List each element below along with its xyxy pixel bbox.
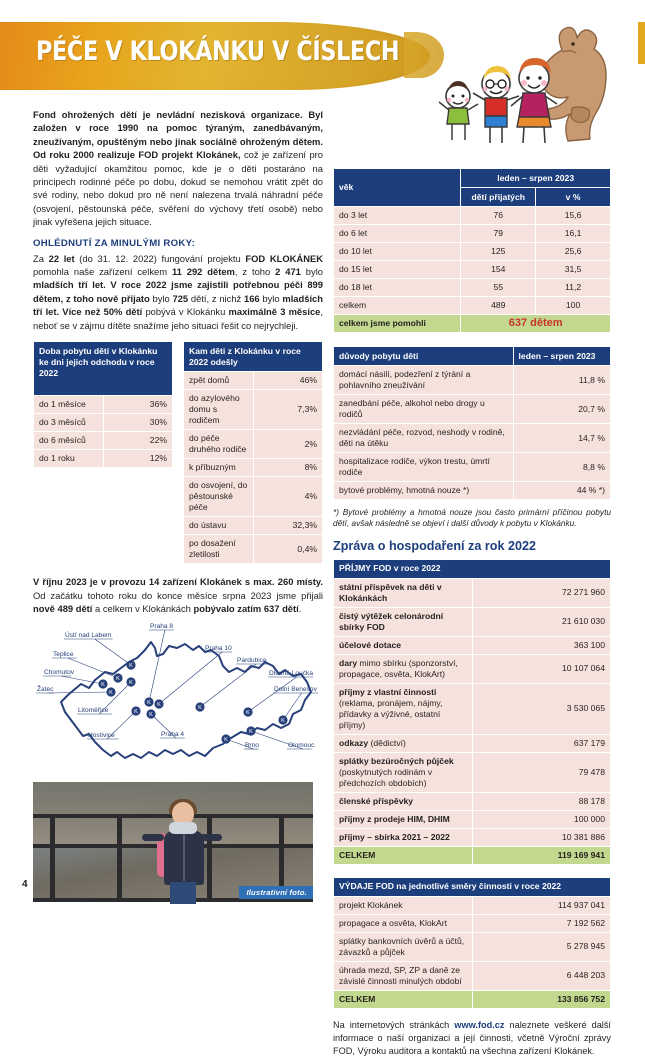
map-pin-glyph: K [116, 676, 120, 683]
table-vydaje-header: VÝDAJE FOD na jednotlivé směry činnosti v roce 2022 [334, 877, 611, 896]
map-label: Brno [245, 742, 259, 750]
doba-pobytu-cell-label: do 1 roku [34, 450, 104, 468]
kangaroo-icon [542, 27, 606, 141]
doba-pobytu-cell-value: 22% [103, 432, 173, 450]
table-row [334, 297, 611, 315]
table-row [184, 390, 323, 430]
table-row [334, 654, 611, 683]
kam-odesly-cell-value: 0,4% [253, 535, 323, 564]
map-pin-glyph: K [129, 680, 133, 687]
table-duvody-header-period: leden – srpen 2023 [513, 347, 610, 366]
map-leader-line [159, 652, 222, 704]
october-note-text-seg-0: V říjnu 2023 je v provozu 14 zařízení Klokánek s max. 260 místy. [33, 576, 323, 588]
table-row [34, 414, 173, 432]
prijmy-total-label: CELKEM [334, 846, 473, 864]
retrospective-text-seg-5: 11 292 dětem [171, 266, 235, 278]
retrospective-text-seg-8: bylo [300, 266, 324, 278]
map-pin-glyph: K [281, 718, 285, 725]
table-row [184, 517, 323, 535]
kam-odesly-cell-label: k příbuzným [184, 459, 254, 477]
retrospective-text-seg-10: bylo [149, 292, 173, 304]
table-row [184, 535, 323, 564]
table-vydaje-body [334, 896, 611, 1008]
page-number: 4 [22, 879, 28, 890]
kam-odesly-cell-value: 32,3% [253, 517, 323, 535]
vek-cell-label: do 6 let [334, 225, 461, 243]
table-row [334, 395, 611, 424]
table-row [34, 450, 173, 468]
map-leader-line [61, 676, 103, 684]
prijmy-label-bold: dary [339, 657, 358, 668]
map-pin-glyph: K [134, 709, 138, 716]
retrospective-text-seg-2: (do 31. 12. 2022) fungování projektu [74, 252, 246, 264]
table-row [334, 914, 611, 932]
retrospective-paragraph [33, 252, 323, 332]
retrospective-text-seg-6: , z toho [234, 266, 276, 278]
kam-odesly-cell-value: 7,3% [253, 390, 323, 430]
map-label: Teplice [53, 651, 74, 659]
prijmy-cell-value: 79 478 [472, 752, 611, 792]
kangaroo-children-illustration [300, 20, 630, 150]
duvody-cell-label: bytové problémy, hmotná nouze *) [334, 482, 514, 500]
duvody-cell-value: 20,7 % [513, 395, 610, 424]
table-row [334, 636, 611, 654]
map-leader-line [149, 630, 165, 702]
prijmy-cell-value: 21 610 030 [472, 607, 611, 636]
photo-caption: Ilustrativní foto. [239, 886, 313, 899]
vek-cell-label: celkem [334, 297, 461, 315]
duvody-cell-label: domácí násilí, podezření z týrání a pohlavního zneužívání [334, 366, 514, 395]
vek-cell-count: 79 [461, 225, 536, 243]
prijmy-cell-label [334, 578, 473, 607]
table-row [34, 432, 173, 450]
left-column [33, 108, 323, 902]
retrospective-text-seg-3: FOD KLOKÁNEK [245, 252, 323, 264]
kam-odesly-cell-label: do osvojení, do pěstounské péče [184, 477, 254, 517]
retrospective-text-seg-12: dětí, z nichž [188, 292, 244, 304]
table-row [34, 396, 173, 414]
vek-cell-percent: 100 [536, 297, 611, 315]
vydaje-total-label: CELKEM [334, 990, 473, 1008]
vek-cell-percent: 15,6 [536, 207, 611, 225]
table-total-row [334, 990, 611, 1008]
map-leader-line [48, 692, 111, 693]
duvody-footnote: *) Bytové problémy a hmotná nouze jsou často primární příčinou pobytu dětí, avšak následně se objeví i další důvody k pobytu v Klokánku. [333, 507, 611, 529]
table-kam-odesly-body [184, 372, 323, 564]
vydaje-cell-value: 114 937 041 [472, 896, 611, 914]
retrospective-text-seg-1: 22 let [48, 252, 75, 264]
table-kam-odesly-header: Kam děti z Klokánku v roce 2022 odešly [184, 342, 323, 372]
table-row [334, 792, 611, 810]
map-leader-line [95, 639, 131, 665]
intro-rest-part: což je zařízení pro děti vyžadující okamžitou pomoc, kde je o děti postaráno na principech rodinné péče po dobu, dokud se nemohou vrátit zpět do své rodiny, nebo dokud pro ně není nalezena trvalá náhradní péče (osvojení, pěstounská péče, svěření do výchovy třetí osobě) nebo jinak vyřešena jejich situace. [33, 149, 323, 228]
kam-odesly-cell-value: 4% [253, 477, 323, 517]
prijmy-cell-value: 100 000 [472, 810, 611, 828]
table-row [334, 366, 611, 395]
duvody-cell-label: nezvládání péče, rozvod, neshody v rodině, děti na útěku [334, 424, 514, 453]
kam-odesly-cell-label: do péče druhého rodiče [184, 430, 254, 459]
prijmy-label-bold: čistý výtěžek celonárodní sbírky FOD [339, 610, 444, 632]
prijmy-label-bold: příjmy z vlastní činnosti [339, 686, 437, 697]
retrospective-text-seg-4: pomohla naše zařízení celkem [33, 266, 172, 278]
prijmy-cell-label [334, 607, 473, 636]
table-total-row [334, 846, 611, 864]
retrospective-text-seg-17: maximálně 3 měsíce [228, 306, 321, 318]
prijmy-cell-value: 637 179 [472, 734, 611, 752]
retrospective-heading: OHLÉDNUTÍ ZA MINULÝMI ROKY: [33, 237, 196, 249]
map-pin-glyph: K [149, 712, 153, 719]
prijmy-cell-label [334, 734, 473, 752]
map-leader-line [248, 677, 297, 712]
table-row [334, 424, 611, 453]
prijmy-label-bold: příjmy z prodeje HIM, DHIM [339, 813, 450, 824]
doba-pobytu-cell-label: do 3 měsíců [34, 414, 104, 432]
october-note-text-seg-3: a celkem v Klokánkách [92, 602, 194, 614]
closing-paragraph [333, 1019, 611, 1058]
vek-cell-percent: 11,2 [536, 279, 611, 297]
prijmy-label-bold: splátky bezúročných půjček [339, 755, 454, 766]
october-note-text-seg-5: . [298, 602, 302, 614]
prijmy-cell-value: 10 107 064 [472, 654, 611, 683]
table-row [334, 261, 611, 279]
table-header-row [334, 347, 611, 366]
vek-cell-label: do 18 let [334, 279, 461, 297]
map-label: Ústí nad Labem [65, 632, 112, 640]
table-vek-period: leden – srpen 2023 [461, 169, 611, 188]
table-row [334, 810, 611, 828]
vek-cell-count: 125 [461, 243, 536, 261]
child-girl-green-icon [439, 81, 478, 140]
vek-cell-label: do 3 let [334, 207, 461, 225]
table-doba-pobytu-header: Doba pobytu dětí v Klokánku ke dni jejich odchodu v roce 2022 [34, 342, 173, 396]
prijmy-label-bold: příjmy – sbírka 2021 – 2022 [339, 831, 450, 842]
table-row [184, 372, 323, 390]
intro-bold-part: Fond ohrožených dětí je nevládní nezisková organizace. Byl založen v roce 1990 na pomoc týraným, zanedbávaným, zneužívaným, opuštěným nebo jinak sociálně ohroženým dětem. Od roku 2000 realizuje FOD projekt Klokánek, [33, 109, 323, 161]
table-row [334, 243, 611, 261]
closing-before: Na internetových stránkách [333, 1019, 455, 1030]
table-row [334, 683, 611, 734]
vek-cell-count: 76 [461, 207, 536, 225]
map-pin-glyph: K [147, 700, 151, 707]
table-prijmy [333, 559, 611, 865]
map-label: Žatec [37, 686, 54, 694]
vek-cell-label: do 15 let [334, 261, 461, 279]
table-duvody [333, 346, 611, 500]
prijmy-label-rest: (poskytnutých rodinám v předchozích obdobích) [339, 766, 433, 788]
finance-section-title: Zpráva o hospodaření za rok 2022 [333, 538, 536, 553]
vek-cell-percent: 31,5 [536, 261, 611, 279]
illustrative-photo [33, 782, 313, 902]
kam-odesly-cell-label: do ústavu [184, 517, 254, 535]
table-vek [333, 168, 611, 333]
table-header-row [334, 877, 611, 896]
kam-odesly-cell-value: 46% [253, 372, 323, 390]
table-row [334, 734, 611, 752]
table-header-row [184, 342, 323, 372]
vydaje-cell-label: splátky bankovních úvěrů a účtů, závazků a půjček [334, 932, 473, 961]
child-girl-pink-icon [511, 58, 557, 143]
table-doba-pobytu-body [34, 396, 173, 468]
closing-after: naleznete veškeré další informace o naší organizaci a její činnosti, včetně Výroční zprávy FOD, Výroku auditora a kontaktů na všechna zařízení Klokánek. [333, 1019, 611, 1056]
table-vek-col-label: věk [334, 169, 461, 207]
doba-pobytu-cell-value: 30% [103, 414, 173, 432]
prijmy-label-bold: odkazy [339, 737, 369, 748]
prijmy-cell-label [334, 828, 473, 846]
table-row [184, 430, 323, 459]
vydaje-total-value: 133 856 752 [472, 990, 611, 1008]
vydaje-cell-label: propagace a osvěta, KlokArt [334, 914, 473, 932]
vek-total-value: 637 dětem [461, 315, 611, 333]
table-row [334, 752, 611, 792]
map-pin-glyph: K [101, 682, 105, 689]
table-total-row [334, 315, 611, 333]
right-column [333, 168, 611, 1058]
czech-republic-map [33, 624, 323, 774]
table-duvody-body [334, 366, 611, 500]
map-label: Praha 4 [161, 731, 185, 739]
table-header-row [334, 559, 611, 578]
kam-odesly-cell-value: 8% [253, 459, 323, 477]
map-label: Olomouc [288, 742, 315, 750]
vek-cell-count: 154 [461, 261, 536, 279]
duvody-cell-value: 44 % *) [513, 482, 610, 500]
map-label: Dlouhá Loučka [269, 670, 313, 678]
map-leader-line [68, 658, 118, 678]
doba-pobytu-cell-label: do 1 měsíce [34, 396, 104, 414]
table-row [334, 961, 611, 990]
map-label: Litoměřice [78, 707, 109, 715]
map-pin-glyph: K [109, 690, 113, 697]
table-vek-subheader-count: dětí přijatých [461, 188, 536, 207]
map-label: Pardubice [237, 657, 267, 665]
table-row [334, 482, 611, 500]
table-row [184, 459, 323, 477]
map-label: Praha 10 [205, 645, 232, 653]
left-tables-pair [33, 341, 323, 564]
prijmy-label-bold: státní příspěvek na děti v Klokánkách [339, 581, 442, 603]
october-note-text-seg-4: pobývalo zatím 637 dětí [193, 602, 299, 614]
prijmy-total-value: 119 169 941 [472, 846, 611, 864]
map-pin-glyph: K [224, 737, 228, 744]
prijmy-cell-value: 88 178 [472, 792, 611, 810]
kam-odesly-cell-value: 2% [253, 430, 323, 459]
map-pin-glyph: K [157, 702, 161, 709]
kam-odesly-cell-label: po dosažení zletilosti [184, 535, 254, 564]
table-vek-body [334, 207, 611, 333]
table-row [334, 225, 611, 243]
map-pin-glyph: K [129, 663, 133, 670]
map-label: Hostivice [88, 732, 115, 740]
vydaje-cell-value: 5 278 945 [472, 932, 611, 961]
map-pin-glyph: K [249, 729, 253, 736]
prijmy-cell-label [334, 792, 473, 810]
prijmy-label-rest: (reklama, pronájem, nájmy, přídavky a výživné, ostatní příjmy) [339, 697, 443, 730]
duvody-cell-value: 14,7 % [513, 424, 610, 453]
duvody-cell-label: zanedbání péče, alkohol nebo drogy u rodičů [334, 395, 514, 424]
vek-total-label: celkem jsme pomohli [334, 315, 461, 333]
prijmy-label-rest: (dědictví) [368, 737, 406, 748]
prijmy-cell-label [334, 810, 473, 828]
vydaje-cell-value: 7 192 562 [472, 914, 611, 932]
vydaje-cell-label: projekt Klokánek [334, 896, 473, 914]
duvody-cell-label: hospitalizace rodiče, výkon trestu, úmrtí rodiče [334, 453, 514, 482]
prijmy-cell-value: 10 381 886 [472, 828, 611, 846]
retrospective-text-seg-0: Za [33, 252, 49, 264]
duvody-cell-value: 8,8 % [513, 453, 610, 482]
page-title: PÉČE V KLOKÁNKU V ČÍSLECH [36, 36, 400, 67]
vek-cell-label: do 10 let [334, 243, 461, 261]
prijmy-label-bold: členské příspěvky [339, 795, 414, 806]
map-label: Chomutov [44, 669, 75, 677]
table-prijmy-header: PŘÍJMY FOD v roce 2022 [334, 559, 611, 578]
table-row [334, 828, 611, 846]
table-kam-odesly [183, 341, 323, 564]
prijmy-cell-label [334, 654, 473, 683]
table-doba-pobytu [33, 341, 173, 468]
prijmy-label-bold: účelové dotace [339, 639, 402, 650]
retrospective-text-seg-18: , neboť se v zájmu dítěte snažíme jeho situaci řešit co nejrychleji. [33, 306, 324, 331]
table-row [334, 279, 611, 297]
kam-odesly-cell-label: do azylového domu s rodičem [184, 390, 254, 430]
prijmy-label-rest: mimo sbírku (sponzorství, propagace, osvěta, KlokArt) [339, 657, 458, 679]
retrospective-text-seg-13: 166 [243, 292, 260, 304]
vek-cell-count: 489 [461, 297, 536, 315]
table-row [334, 578, 611, 607]
table-prijmy-body [334, 578, 611, 864]
table-header-row [334, 169, 611, 188]
retrospective-text-seg-9: mladších tří let. V roce 2022 jsme zajistili potřebnou péči 899 dětem, z toho nově přijato [33, 279, 323, 304]
doba-pobytu-cell-label: do 6 měsíců [34, 432, 104, 450]
duvody-cell-value: 11,8 % [513, 366, 610, 395]
prijmy-cell-label [334, 636, 473, 654]
table-row [184, 477, 323, 517]
photo-child-figure [156, 802, 218, 903]
intro-paragraph [33, 108, 323, 229]
vek-cell-count: 55 [461, 279, 536, 297]
prijmy-cell-value: 3 530 065 [472, 683, 611, 734]
table-row [334, 932, 611, 961]
vek-cell-percent: 16,1 [536, 225, 611, 243]
czech-republic-outline [61, 642, 311, 758]
doba-pobytu-cell-value: 36% [103, 396, 173, 414]
october-note-text-seg-2: nově 489 dětí [33, 602, 93, 614]
vek-cell-percent: 25,6 [536, 243, 611, 261]
vydaje-cell-value: 6 448 203 [472, 961, 611, 990]
retrospective-text-seg-11: 725 [172, 292, 189, 304]
prijmy-cell-label [334, 683, 473, 734]
map-pin-glyph: K [198, 705, 202, 712]
table-header-row [34, 342, 173, 396]
table-row [334, 607, 611, 636]
table-vek-subheader-percent: v % [536, 188, 611, 207]
retrospective-text-seg-15: mladších tří let. Více než 50% dětí [33, 292, 323, 318]
doba-pobytu-cell-value: 12% [103, 450, 173, 468]
map-pin-glyph: K [246, 710, 250, 717]
october-note-paragraph [33, 575, 323, 615]
table-duvody-header-label: důvody pobytu dětí [334, 347, 514, 366]
table-row [334, 896, 611, 914]
prijmy-cell-label [334, 752, 473, 792]
retrospective-text-seg-7: 2 471 [275, 266, 301, 278]
fod-website-link[interactable]: www.fod.cz [454, 1019, 505, 1030]
table-vydaje [333, 877, 611, 1009]
vydaje-cell-label: úhrada mezd, SP, ZP a daně ze závislé činnosti minulých období [334, 961, 473, 990]
october-note-text-seg-1: Od začátku tohoto roku do konce měsíce srpna 2023 jsme přijali [33, 589, 323, 601]
kam-odesly-cell-label: zpět domů [184, 372, 254, 390]
prijmy-cell-value: 72 271 960 [472, 578, 611, 607]
retrospective-text-seg-14: bylo [259, 292, 283, 304]
map-label: Praha 8 [150, 623, 174, 631]
map-label: Dolní Benešov [274, 686, 317, 694]
banner-edge-tab [638, 22, 645, 64]
table-row [334, 207, 611, 225]
prijmy-cell-value: 363 100 [472, 636, 611, 654]
retrospective-text-seg-16: pobývá v Klokánku [142, 306, 229, 318]
table-row [334, 453, 611, 482]
